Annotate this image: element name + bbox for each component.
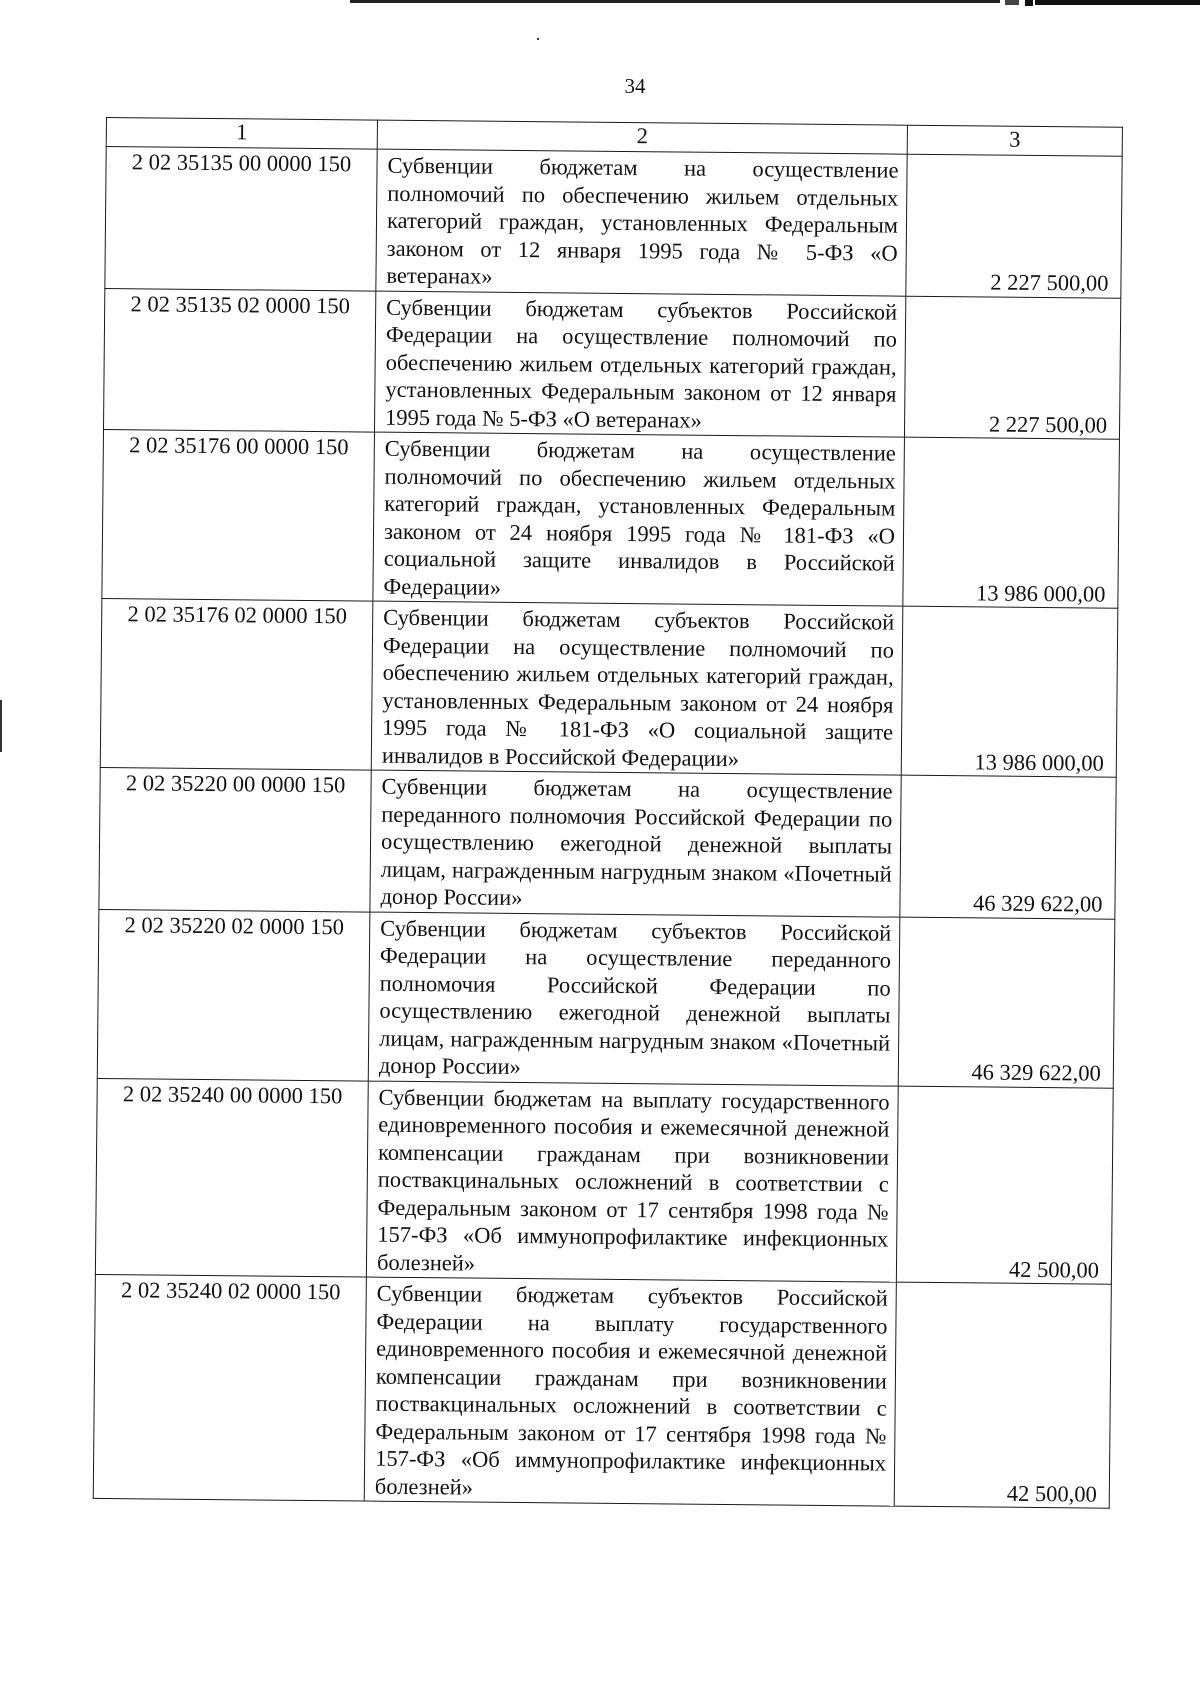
budget-amount: 2 227 500,00 — [904, 296, 1120, 440]
table-row — [104, 288, 1121, 439]
budget-code: 2 02 35135 00 0000 150 — [105, 147, 377, 291]
budget-amount: 46 329 622,00 — [900, 775, 1116, 919]
column-header-amount: 3 — [907, 125, 1122, 156]
column-header-code: 1 — [106, 118, 377, 150]
budget-code: 2 02 35220 02 0000 150 — [97, 909, 370, 1081]
budget-description: Субвенции бюджетам субъектов Российской Федерации на осуществление полномочий по обеспечению жильем отдельных категорий граждан, установленных Федеральным законом от 24 ноября 1995 года № 181-ФЗ «О социальной защите инвалидов в Российской Федерации» — [371, 601, 903, 775]
scan-artifact — [1025, 0, 1033, 6]
budget-code: 2 02 35220 00 0000 150 — [99, 767, 371, 911]
scan-edge-line — [1035, 0, 1200, 5]
budget-amount: 13 986 000,00 — [903, 437, 1120, 608]
table-row — [97, 909, 1115, 1088]
budget-amount: 13 986 000,00 — [901, 606, 1118, 777]
budget-code: 2 02 35135 02 0000 150 — [104, 288, 376, 432]
budget-table — [93, 117, 1123, 1509]
budget-code: 2 02 35176 02 0000 150 — [100, 598, 373, 770]
scan-speck — [537, 38, 539, 40]
budget-amount: 2 227 500,00 — [906, 154, 1122, 298]
table-row — [95, 1078, 1113, 1284]
table-row — [105, 147, 1122, 298]
budget-description: Субвенции бюджетам на выплату государственного единовременного пособия и ежемесячной денежной компенсации гражданам при возникновении поствакцинальных осложнений в соответствии с Федеральным законом от 17 сентября 1998 года № 157-ФЗ «Об иммунопрофилактике инфекционных болезней» — [366, 1081, 898, 1283]
budget-description: Субвенции бюджетам на осуществление переданного полномочия Российской Федерации по осуществлению ежегодной денежной выплаты лицам, награжденным нагрудным знаком «Почетный донор России» — [370, 770, 901, 917]
table-row — [102, 429, 1120, 608]
page-number: 34 — [624, 74, 646, 98]
column-header-description: 2 — [377, 120, 907, 154]
scan-edge-mark — [0, 700, 2, 752]
scan-artifact — [1005, 0, 1019, 5]
budget-code: 2 02 35176 00 0000 150 — [102, 429, 375, 601]
budget-description: Субвенции бюджетам на осуществление полномочий по обеспечению жильем отдельных категорий граждан, установленных Федеральным законом от 24 ноября 1995 года № 181-ФЗ «О социальной защите инвалидов в Российской Федерации» — [373, 432, 905, 606]
budget-code: 2 02 35240 02 0000 150 — [93, 1274, 366, 1501]
table-row — [99, 767, 1116, 918]
budget-amount: 46 329 622,00 — [898, 917, 1115, 1088]
budget-code: 2 02 35240 00 0000 150 — [95, 1078, 368, 1277]
budget-description: Субвенции бюджетам субъектов Российской Федерации на осуществление переданного полномочия Российской Федерации по осуществлению ежегодной денежной выплаты лицам, награжденным нагрудным знаком «Почетный донор России» — [368, 912, 900, 1086]
budget-description: Субвенции бюджетам субъектов Российской Федерации на выплату государственного единовременного пособия и ежемесячной денежной компенсации гражданам при возникновении поствакцинальных осложнений в соответствии с Федеральным законом от 17 сентября 1998 года № 157-ФЗ «Об иммунопрофилактике инфекционных болезней» — [364, 1277, 896, 1506]
budget-amount: 42 500,00 — [894, 1282, 1111, 1508]
scan-edge-line — [350, 0, 1000, 3]
budget-description: Субвенции бюджетам субъектов Российской Федерации на осуществление полномочий по обеспечению жильем отдельных категорий граждан, установленных Федеральным законом от 12 января 1995 года № 5-ФЗ «О ветеранах» — [374, 291, 905, 438]
budget-description: Субвенции бюджетам на осуществление полномочий по обеспечению жильем отдельных категорий граждан, установленных Федеральным законом от 12 января 1995 года № 5-ФЗ «О ветеранах» — [376, 149, 907, 296]
budget-amount: 42 500,00 — [896, 1086, 1113, 1285]
table-row — [100, 598, 1118, 777]
table-row — [93, 1274, 1111, 1508]
